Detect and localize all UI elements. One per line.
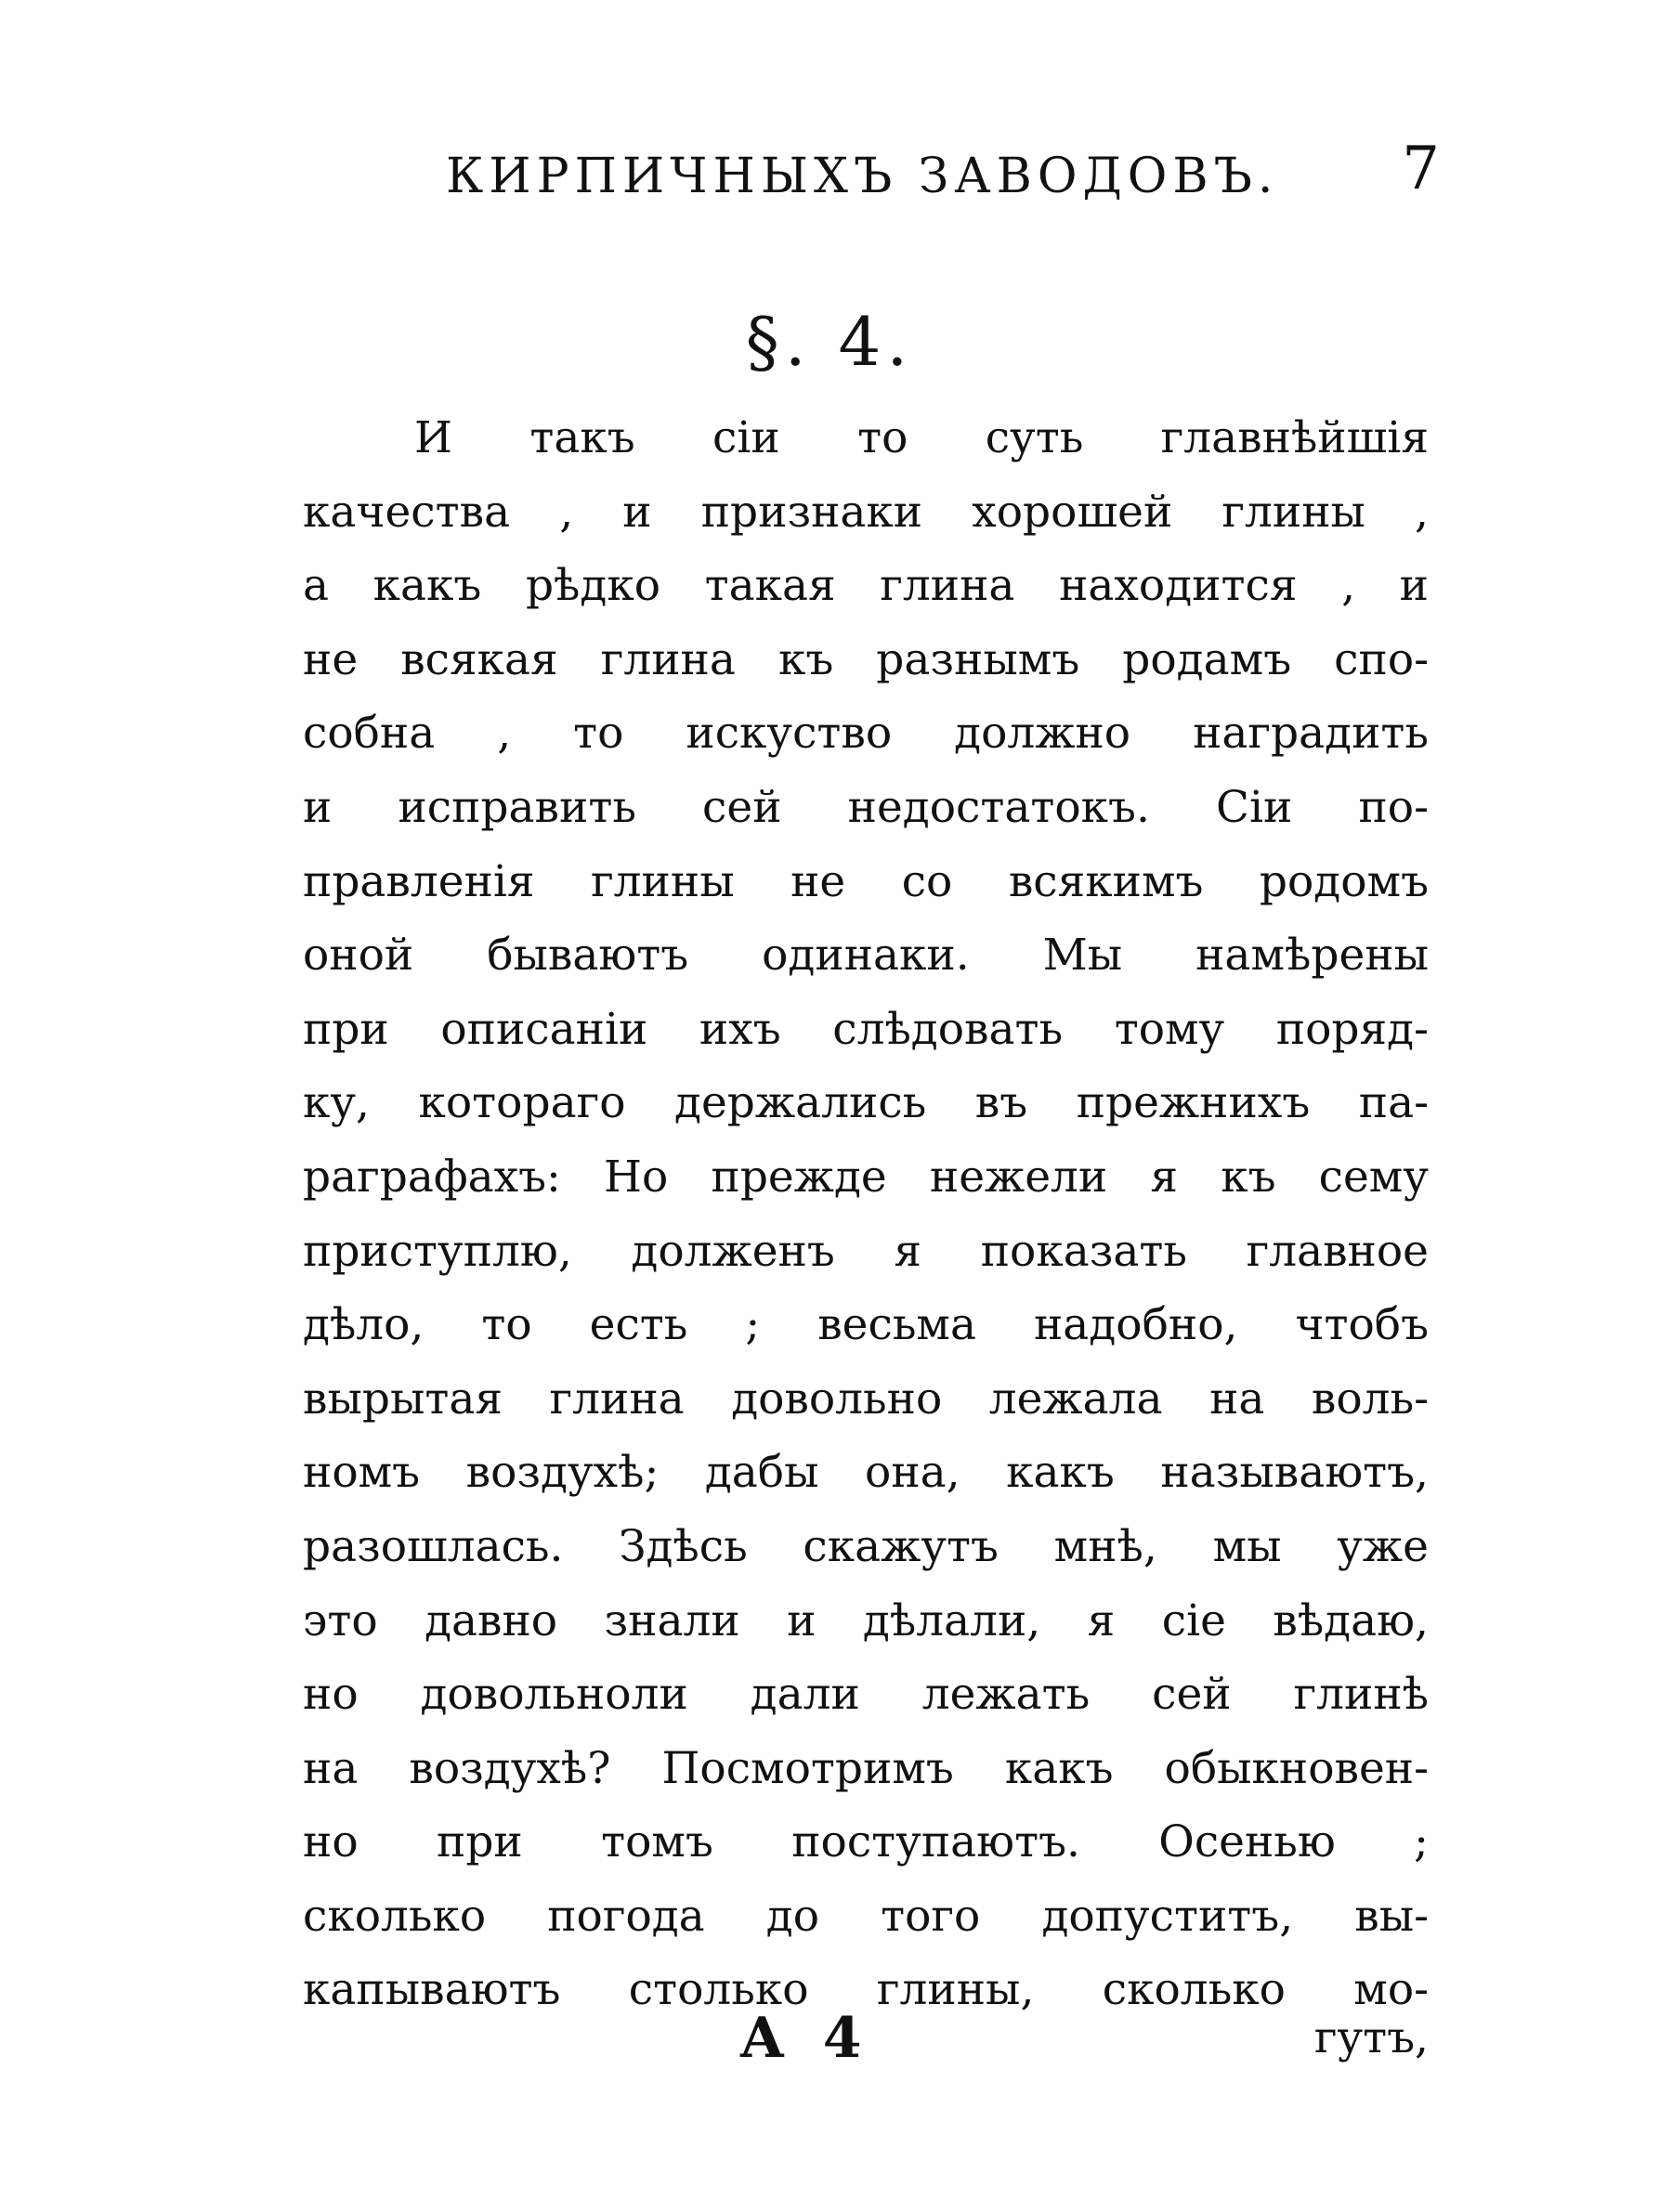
running-head — [307, 135, 1440, 214]
text-line: собна , то искуство должно наградить — [303, 708, 1429, 760]
body-text — [303, 401, 1429, 2027]
text-line: раграфахъ: Но прежде нежели я къ сему — [303, 1151, 1429, 1203]
text-line: это давно знали и дѣлали, я сіе вѣдаю, — [303, 1594, 1429, 1646]
text-line: а какъ рѣдко такая глина находится , и — [303, 560, 1429, 612]
text-line: дѣло, то есть ; весьма надобно, чтобъ — [303, 1299, 1429, 1351]
text-line: но при томъ поступаютъ. Осенью ; — [303, 1816, 1429, 1868]
text-line: вырытая глина довольно лежала на воль- — [303, 1373, 1429, 1425]
catchword: гутъ, — [1313, 2012, 1429, 2063]
text-line: правленія глины не со всякимъ родомъ — [303, 855, 1429, 907]
text-line: при описаніи ихъ слѣдовать тому поряд- — [303, 1003, 1429, 1055]
text-line: оной бываютъ одинаки. Мы намѣрены — [303, 930, 1429, 982]
page-number: 7 — [1402, 135, 1440, 203]
page-footer — [303, 1997, 1429, 2080]
text-line: на воздухѣ? Посмотримъ какъ обыкновен- — [303, 1742, 1429, 1794]
text-line: приступлю, долженъ я показать главное — [303, 1225, 1429, 1277]
text-line: сколько погода до того допуститъ, вы- — [303, 1890, 1429, 1942]
text-line: не всякая глина къ разнымъ родамъ спо- — [303, 633, 1429, 685]
text-line: разошлась. Здѣсь скажутъ мнѣ, мы уже — [303, 1520, 1429, 1572]
text-line: И такъ сіи то суть главнѣйшія — [414, 412, 1429, 463]
signature-mark: А 4 — [739, 2006, 871, 2071]
text-line: номъ воздухѣ; дабы она, какъ называютъ, — [303, 1447, 1429, 1499]
text-line: но довольноли дали лежать сей глинѣ — [303, 1669, 1429, 1721]
text-line: капываютъ столько глины, сколько мо- — [303, 1964, 1429, 2016]
text-line: и исправить сей недостатокъ. Сіи по- — [303, 781, 1429, 833]
running-title: КИРПИЧНЫХЪ ЗАВОДОВЪ. — [446, 149, 1279, 204]
section-heading: §. 4. — [745, 303, 914, 381]
text-line: качества , и признаки хорошей глины , — [303, 486, 1429, 538]
text-line: ку, котораго держались въ прежнихъ па- — [303, 1077, 1429, 1129]
